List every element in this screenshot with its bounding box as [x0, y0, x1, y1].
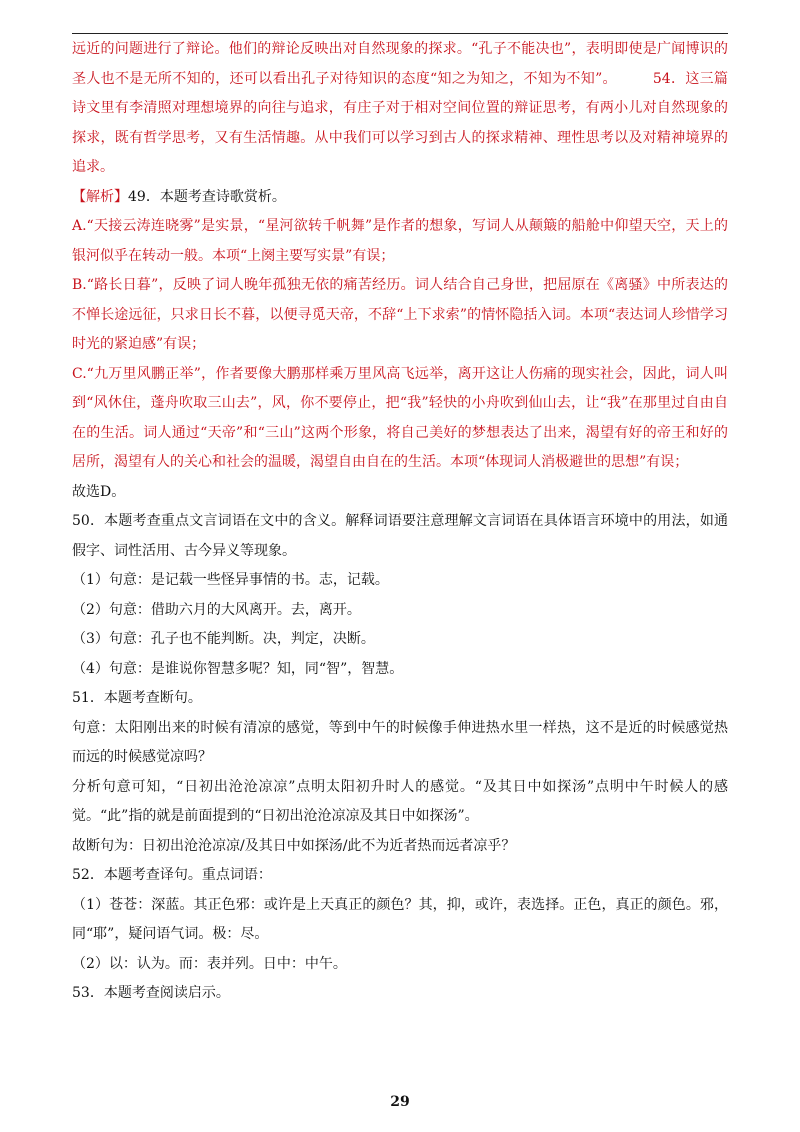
- analysis-tag: 【解析】: [72, 188, 128, 205]
- q49-option-c: C.“九万里风鹏正举”，作者要像大鹏那样乘万里风高飞远举，离开这让人伤痛的现实社会，因此，词人叫到“风休住，蓬舟吹取三山去”，风，你不要停止，把“我”轻快的小舟吹到仙山去，让“我”在那里过自由自在的生活。词人通过“天帝”和“三山”这两个形象，将自己美好的梦想表达了出来，渴望有好的帝王和好的居所，渴望有人的关心和社会的温暖，渴望自由自在的生活。本项“体现词人消极避世的思想”有误；: [72, 365, 728, 470]
- q51-analysis: 分析句意可知，“日初出沧沧凉凉”点明太阳初升时人的感觉。“及其日中如探汤”点明中午时候人的感觉。“此”指的就是前面提到的“日初出沧沧凉凉及其日中如探汤”。: [72, 778, 728, 824]
- page-number: 29: [390, 1094, 410, 1110]
- q51-meaning: 句意：太阳刚出来的时候有清凉的感觉，等到中午的时候像手伸进热水里一样热，这不是近的时候感觉热而远的时候感觉凉吗？: [72, 719, 728, 765]
- q51-intro: 51．本题考查断句。: [72, 690, 202, 706]
- header-rule: [72, 33, 728, 34]
- page-content: [72, 35, 728, 1009]
- q50-item-1: （1）句意：是记载一些怪异事情的书。志，记载。: [72, 572, 389, 588]
- q49-answer: 故选D。: [72, 483, 126, 500]
- q52-intro: 52．本题考查译句。重点词语：: [72, 867, 272, 883]
- q49-option-a: A.“天接云涛连晓雾”是实景，“星河欲转千帆舞”是作者的想象，写词人从颠簸的船舱中仰望天空，天上的银河似乎在转动一般。本项“上阕主要写实景”有误；: [72, 218, 728, 264]
- q50-item-2: （2）句意：借助六月的大风离开。去，离开。: [72, 601, 361, 618]
- answer-paragraph: [72, 35, 728, 183]
- q53-intro: 53．本题考查阅读启示。: [72, 985, 230, 1001]
- answer-text-54: 54．这三篇诗文里有李清照对理想境界的向往与追求，有庄子对于相对空间位置的辩证思考，有两小儿对自然现象的探求，既有哲学思考，又有生活情趣。从中我们可以学习到古人的探求精神、理性思考以及对精神境界的追求。: [72, 70, 728, 175]
- q50-intro: 50．本题考查重点文言词语在文中的含义。解释词语要注意理解文言词语在具体语言环境中的用法，如通假字、词性活用、古今异义等现象。: [72, 513, 728, 559]
- q49-option-b: B.“路长日暮”，反映了词人晚年孤独无依的痛苦经历。词人结合自己身世，把屈原在《离骚》中所表达的不惮长途远征，只求日长不暮，以便寻觅天帝，不辞“上下求索”的情怀隐括入词。本项“表达词人珍惜学习时光的紧迫感”有误；: [72, 277, 728, 352]
- q51-answer: 故断句为：日初出沧沧凉凉/及其日中如探汤/此不为近者热而远者凉乎？: [72, 837, 516, 854]
- q52-item-2: （2）以：认为。而：表并列。日中：中午。: [72, 955, 347, 972]
- answer-text-53: 远近的问题进行了辩论。他们的辩论反映出对自然现象的探求。“孔子不能决也”，表明即使是广闻博识的圣人也不是无所不知的，还可以看出孔子对待知识的态度“知之为知之，不知为不知”。: [72, 41, 728, 87]
- q50-item-3: （3）句意：孔子也不能判断。决，判定，决断。: [72, 631, 375, 647]
- analysis-q49-heading: [72, 183, 728, 213]
- q49-intro: 49．本题考查诗歌赏析。: [128, 188, 286, 205]
- q52-item-1: （1）苍苍：深蓝。其正色邪：或许是上天真正的颜色？其，抑，或许，表选择。正色，真正的颜色。邪，同“耶”，疑问语气词。极：尽。: [72, 896, 728, 942]
- q50-item-4: （4）句意：是谁说你智慧多呢？知，同“智”，智慧。: [72, 660, 404, 677]
